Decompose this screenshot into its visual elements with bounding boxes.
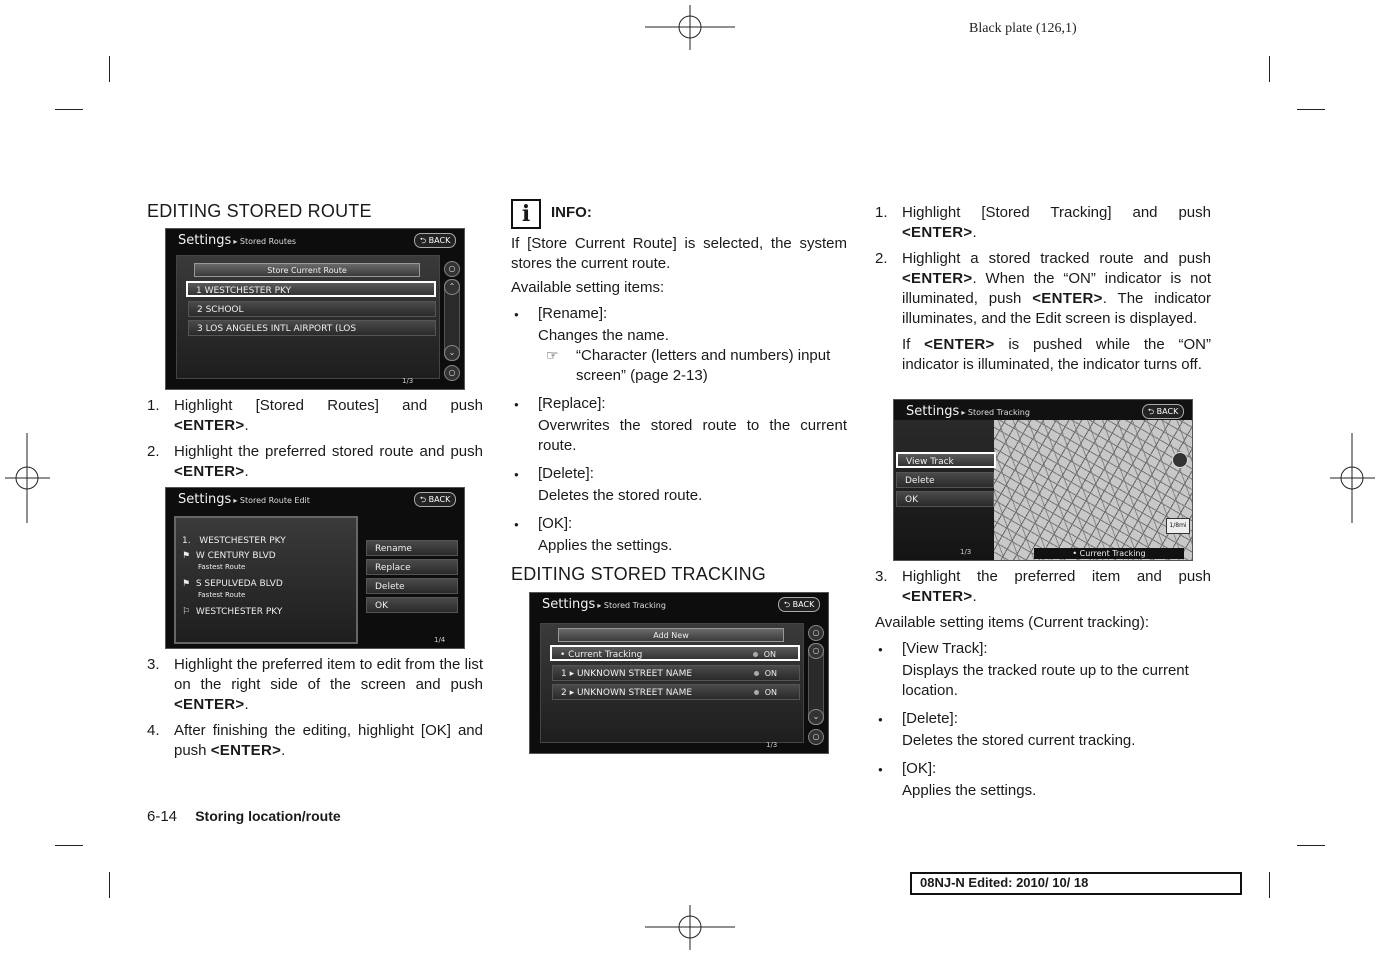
section-name: Storing location/route (195, 808, 341, 824)
list-item[interactable]: 2 SCHOOL (188, 301, 436, 317)
section-heading: EDITING STORED TRACKING (511, 564, 766, 584)
page-indicator: 1/3 (402, 377, 414, 385)
setting-item (511, 464, 847, 506)
menu-item-view-track[interactable]: View Track (896, 452, 996, 468)
available-items-label: Available setting items: (511, 279, 665, 296)
middle-column (511, 234, 847, 592)
scroll-up-icon[interactable]: ○ (808, 643, 824, 659)
screen-title: Settings ▸ Stored Routes (178, 233, 297, 248)
map-scale[interactable]: 1/8mi (1166, 518, 1190, 534)
left-steps-b (147, 655, 483, 767)
chevron-down-icon[interactable]: ⌄ (808, 709, 824, 725)
section-heading: EDITING STORED ROUTE (147, 201, 372, 221)
on-indicator: ON (753, 647, 776, 663)
registration-mark-bottom (645, 905, 735, 950)
add-new-button[interactable]: Add New (558, 628, 784, 642)
plate-label: Black plate (126,1) (969, 21, 1077, 36)
route-point: ⚑ W CENTURY BLVD (182, 551, 276, 561)
crop-mark (55, 109, 83, 110)
back-button[interactable]: ⮌ BACK (414, 492, 456, 507)
stored-routes-screen (165, 228, 465, 390)
step-item: 3. Highlight the preferred item and push <ENTER>. (875, 568, 1211, 605)
chevron-up-icon[interactable]: ⌃ (444, 279, 460, 295)
left-steps-a (147, 396, 483, 488)
stored-tracking-screen (529, 592, 829, 754)
route-point: ⚐ WESTCHESTER PKY (182, 607, 283, 617)
item-description: Deletes the stored current tracking. (902, 732, 1136, 749)
item-label: ● [Rename]: (538, 305, 608, 322)
back-button[interactable]: ⮌ BACK (1142, 404, 1184, 419)
back-arrow-icon: ⮌ (419, 236, 427, 245)
item-label: ● [Delete]: (902, 710, 958, 727)
reference-pointer-icon: ☞ (546, 348, 559, 364)
route-list (182, 536, 286, 618)
info-title: INFO: (551, 204, 592, 221)
step-item: 1. Highlight [Stored Tracking] and push <ENTER>. (875, 204, 1211, 241)
item-description: Applies the settings. (902, 782, 1037, 799)
list-item[interactable]: 2 ▸ UNKNOWN STREET NAME ON (552, 684, 800, 700)
page-indicator: 1/3 (960, 548, 972, 556)
tracking-map-screen (893, 399, 1193, 561)
route-point: ⚑ S SEPULVEDA BLVD (182, 579, 283, 589)
page-footer (147, 808, 341, 825)
menu-item-delete[interactable]: Delete (366, 578, 458, 594)
right-steps-a (875, 203, 1211, 379)
list-item[interactable]: 1 WESTCHESTER PKY (186, 281, 436, 297)
list-item[interactable]: • Current Tracking ON (550, 645, 800, 661)
item-description: Applies the settings. (538, 537, 673, 554)
back-arrow-icon: ⮌ (1147, 407, 1155, 416)
vehicle-position-icon (1172, 452, 1188, 468)
step-item: 2. Highlight the preferred stored route and push <ENTER>. (147, 443, 483, 480)
route-point: 1. WESTCHESTER PKY (182, 536, 286, 546)
waypoint-flag-icon: ⚑ (182, 579, 191, 589)
menu-item-ok[interactable]: OK (896, 491, 994, 507)
setting-item (875, 639, 1211, 701)
step-item: 3. Highlight the preferred item to edit from the list on the right side of the screen and push <ENTER>. (147, 656, 483, 713)
status-bar: • Current Tracking (1034, 548, 1184, 559)
back-arrow-icon: ⮌ (419, 495, 427, 504)
setting-item (875, 759, 1211, 801)
back-arrow-icon: ⮌ (783, 600, 791, 609)
menu-item-replace[interactable]: Replace (366, 559, 458, 575)
available-items-label: Available setting items (Current tracking): (875, 614, 1149, 631)
stored-route-edit-screen (165, 487, 465, 649)
menu-panel (894, 420, 994, 560)
on-indicator: ON (754, 685, 777, 701)
right-steps-b (875, 567, 1211, 809)
indicator-light-icon (754, 690, 759, 695)
scroll-up-icon[interactable]: ○ (444, 261, 460, 277)
page-number: 6-14 (147, 808, 178, 825)
list-item[interactable]: 3 LOS ANGELES INTL AIRPORT (LOS (188, 320, 436, 336)
menu-item-delete[interactable]: Delete (896, 472, 994, 488)
screen-title: Settings ▸ Stored Route Edit (178, 492, 310, 507)
registration-mark-top (645, 5, 735, 50)
screen-title: Settings ▸ Stored Tracking (542, 597, 666, 612)
scroll-down-icon[interactable]: ○ (808, 729, 824, 745)
map-view[interactable] (989, 420, 1192, 560)
route-condition: Fastest Route (198, 591, 246, 599)
info-text: If [Store Current Route] is selected, the system stores the current route. (511, 235, 847, 272)
setting-item (511, 514, 847, 556)
crop-mark (109, 872, 110, 898)
scroll-down-icon[interactable]: ○ (444, 365, 460, 381)
page-indicator: 1/4 (434, 636, 446, 644)
item-description: Overwrites the stored route to the current route. (538, 417, 847, 454)
menu-item-ok[interactable]: OK (366, 597, 458, 613)
item-description: Changes the name. (538, 327, 669, 344)
setting-item (511, 304, 847, 386)
indicator-light-icon (753, 652, 758, 657)
crop-mark (1297, 845, 1325, 846)
step-item: 1. Highlight [Stored Routes] and push <ENTER>. (147, 397, 483, 434)
back-button[interactable]: ⮌ BACK (778, 597, 820, 612)
note-text: If <ENTER> is pushed while the “ON” indicator is illuminated, the indicator turns off. (902, 336, 1211, 373)
crop-mark (109, 56, 110, 82)
crop-mark (1297, 109, 1325, 110)
item-description: Displays the tracked route up to the current location. (902, 662, 1189, 699)
item-label: ● [View Track]: (902, 640, 988, 657)
item-label: ● [Replace]: (538, 395, 606, 412)
store-current-route-button[interactable]: Store Current Route (194, 263, 420, 277)
edited-stamp: 08NJ-N Edited: 2010/ 10/ 18 (910, 872, 1242, 895)
item-label: ● [Delete]: (538, 465, 594, 482)
item-label: ● [OK]: (538, 515, 573, 532)
crop-mark (1269, 56, 1270, 82)
list-item[interactable]: 1 ▸ UNKNOWN STREET NAME ON (552, 665, 800, 681)
item-description: Deletes the stored route. (538, 487, 703, 504)
on-indicator: ON (754, 666, 777, 682)
crop-mark (55, 845, 83, 846)
left-column (147, 201, 483, 229)
crop-mark (1269, 872, 1270, 898)
destination-flag-icon: ⚐ (182, 607, 191, 617)
setting-item (875, 709, 1211, 751)
page-reference: ☞ “Character (letters and numbers) input screen” (page 2-13) (546, 347, 831, 384)
back-button[interactable]: ⮌ BACK (414, 233, 456, 248)
chevron-down-icon[interactable]: ⌄ (444, 345, 460, 361)
step-item: 4. After finishing the editing, highlight [OK] and push <ENTER>. (147, 722, 483, 759)
route-condition: Fastest Route (198, 563, 246, 571)
menu-item-rename[interactable]: Rename (366, 540, 458, 556)
item-label: ● [OK]: (902, 760, 937, 777)
step-item: 2. Highlight a stored tracked route and push <ENTER>. When the “ON” indicator is not illuminated, push <ENTER>. The indicator illuminates, and the Edit screen is displayed. (875, 250, 1212, 327)
page-indicator: 1/3 (766, 741, 778, 749)
registration-mark-left (5, 433, 50, 523)
scroll-up-icon[interactable]: ○ (808, 625, 824, 641)
indicator-light-icon (754, 671, 759, 676)
screen-title: Settings ▸ Stored Tracking (906, 404, 1030, 419)
info-icon: i (511, 199, 541, 229)
setting-item (511, 394, 847, 456)
registration-mark-right (1330, 433, 1375, 523)
waypoint-flag-icon: ⚑ (182, 551, 191, 561)
